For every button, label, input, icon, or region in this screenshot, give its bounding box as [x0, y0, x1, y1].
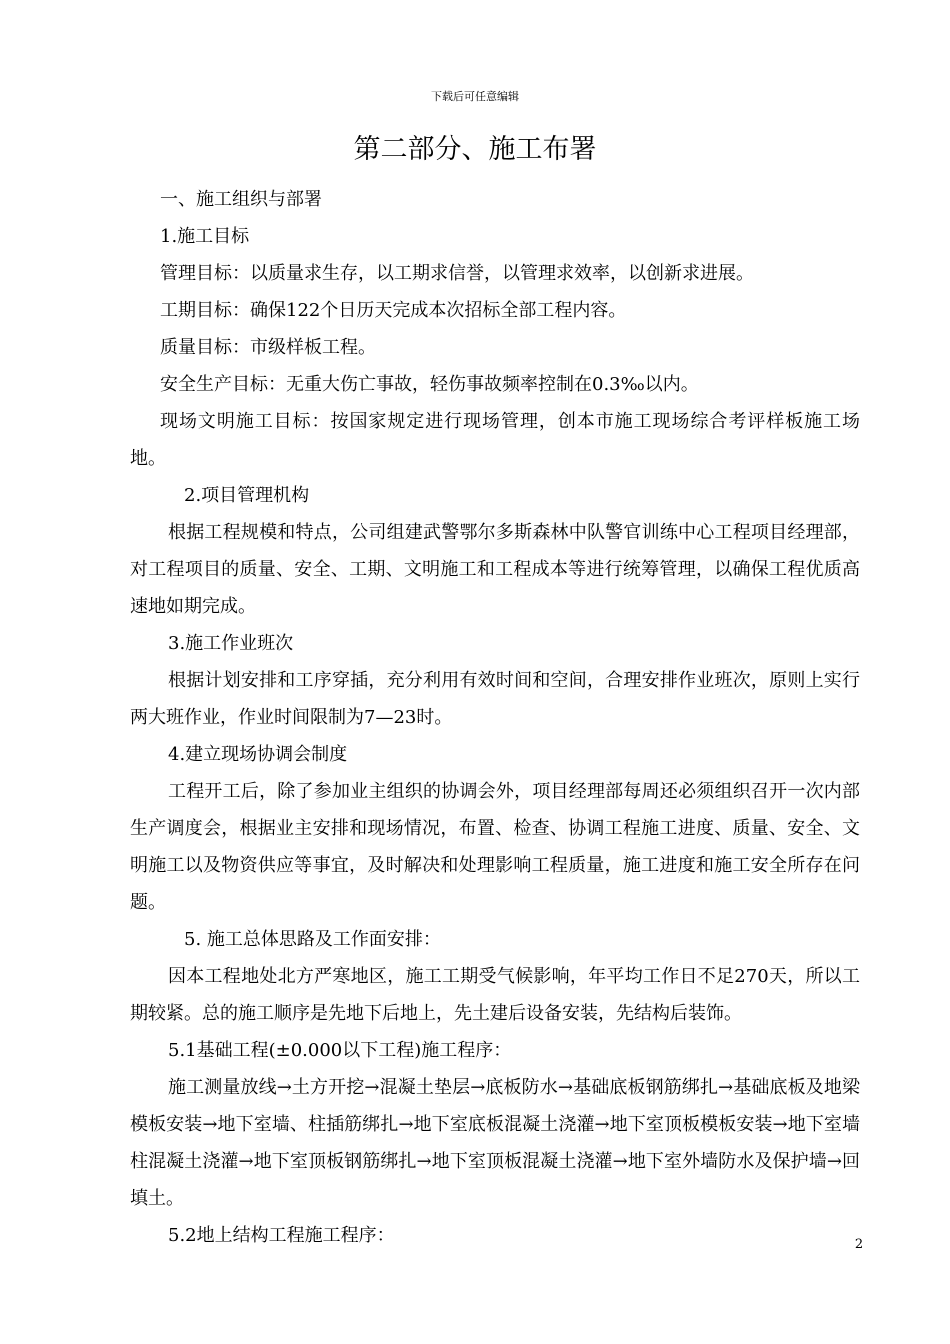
page-title: 第二部分、施工布署	[353, 134, 597, 165]
subheading-foundation-procedure: 5.1基础工程(±0.000以下工程)施工程序：	[168, 1040, 512, 1061]
subheading-construction-goals: 1.施工目标	[160, 226, 250, 247]
paragraph-management-goal: 管理目标：以质量求生存，以工期求信誉，以管理求效率，以创新求进展。	[160, 263, 754, 284]
subheading-overall-approach: 5. 施工总体思路及工作面安排：	[184, 929, 441, 950]
paragraph-project-management: 根据工程规模和特点，公司组建武警鄂尔多斯森林中队警官训练中心工程项目经理部，对工程项目的质量、安全、工期、文明施工和工程成本等进行统筹管理，以确保工程优质高速地如期完成。	[130, 522, 860, 617]
paragraph-foundation-procedure: 施工测量放线→土方开挖→混凝土垫层→底板防水→基础底板钢筋绑扎→基础底板及地梁模板安装→地下室墙、柱插筋绑扎→地下室底板混凝土浇灌→地下室顶板模板安装→地下室墙柱混凝土浇灌→地下室顶板钢筋绑扎→地下室顶板混凝土浇灌→地下室外墙防水及保护墙→回填土。	[130, 1077, 860, 1209]
paragraph-civilized-construction-goal: 现场文明施工目标：按国家规定进行现场管理，创本市施工现场综合考评样板施工场地。	[130, 411, 860, 469]
paragraph-quality-goal: 质量目标：市级样板工程。	[160, 337, 376, 358]
subheading-work-shifts: 3.施工作业班次	[168, 633, 294, 654]
subheading-superstructure-procedure: 5.2地上结构工程施工程序：	[168, 1225, 395, 1246]
paragraph-schedule-goal: 工期目标：确保122个日历天完成本次招标全部工程内容。	[160, 300, 627, 321]
paragraph-overall-approach: 因本工程地处北方严寒地区，施工工期受气候影响，年平均工作日不足270天，所以工期较紧。总的施工顺序是先地下后地上，先土建后设备安装，先结构后装饰。	[130, 966, 860, 1024]
paragraph-work-shifts: 根据计划安排和工序穿插，充分利用有效时间和空间，合理安排作业班次，原则上实行两大班作业，作业时间限制为7—23时。	[130, 670, 860, 728]
subheading-coordination-meetings: 4.建立现场协调会制度	[168, 744, 348, 765]
header-note: 下载后可任意编辑	[431, 90, 519, 103]
subheading-project-management: 2.项目管理机构	[184, 485, 310, 506]
document-body	[130, 181, 860, 1254]
page-number: 2	[854, 1237, 864, 1252]
paragraph-coordination-meetings: 工程开工后，除了参加业主组织的协调会外，项目经理部每周还必须组织召开一次内部生产调度会，根据业主安排和现场情况，布置、检查、协调工程施工进度、质量、安全、文明施工以及物资供应等事宜，及时解决和处理影响工程质量，施工进度和施工安全所存在问题。	[130, 781, 860, 913]
section-heading-organization: 一、施工组织与部署	[160, 189, 322, 210]
paragraph-safety-goal: 安全生产目标：无重大伤亡事故，轻伤事故频率控制在0.3‰以内。	[160, 374, 699, 395]
